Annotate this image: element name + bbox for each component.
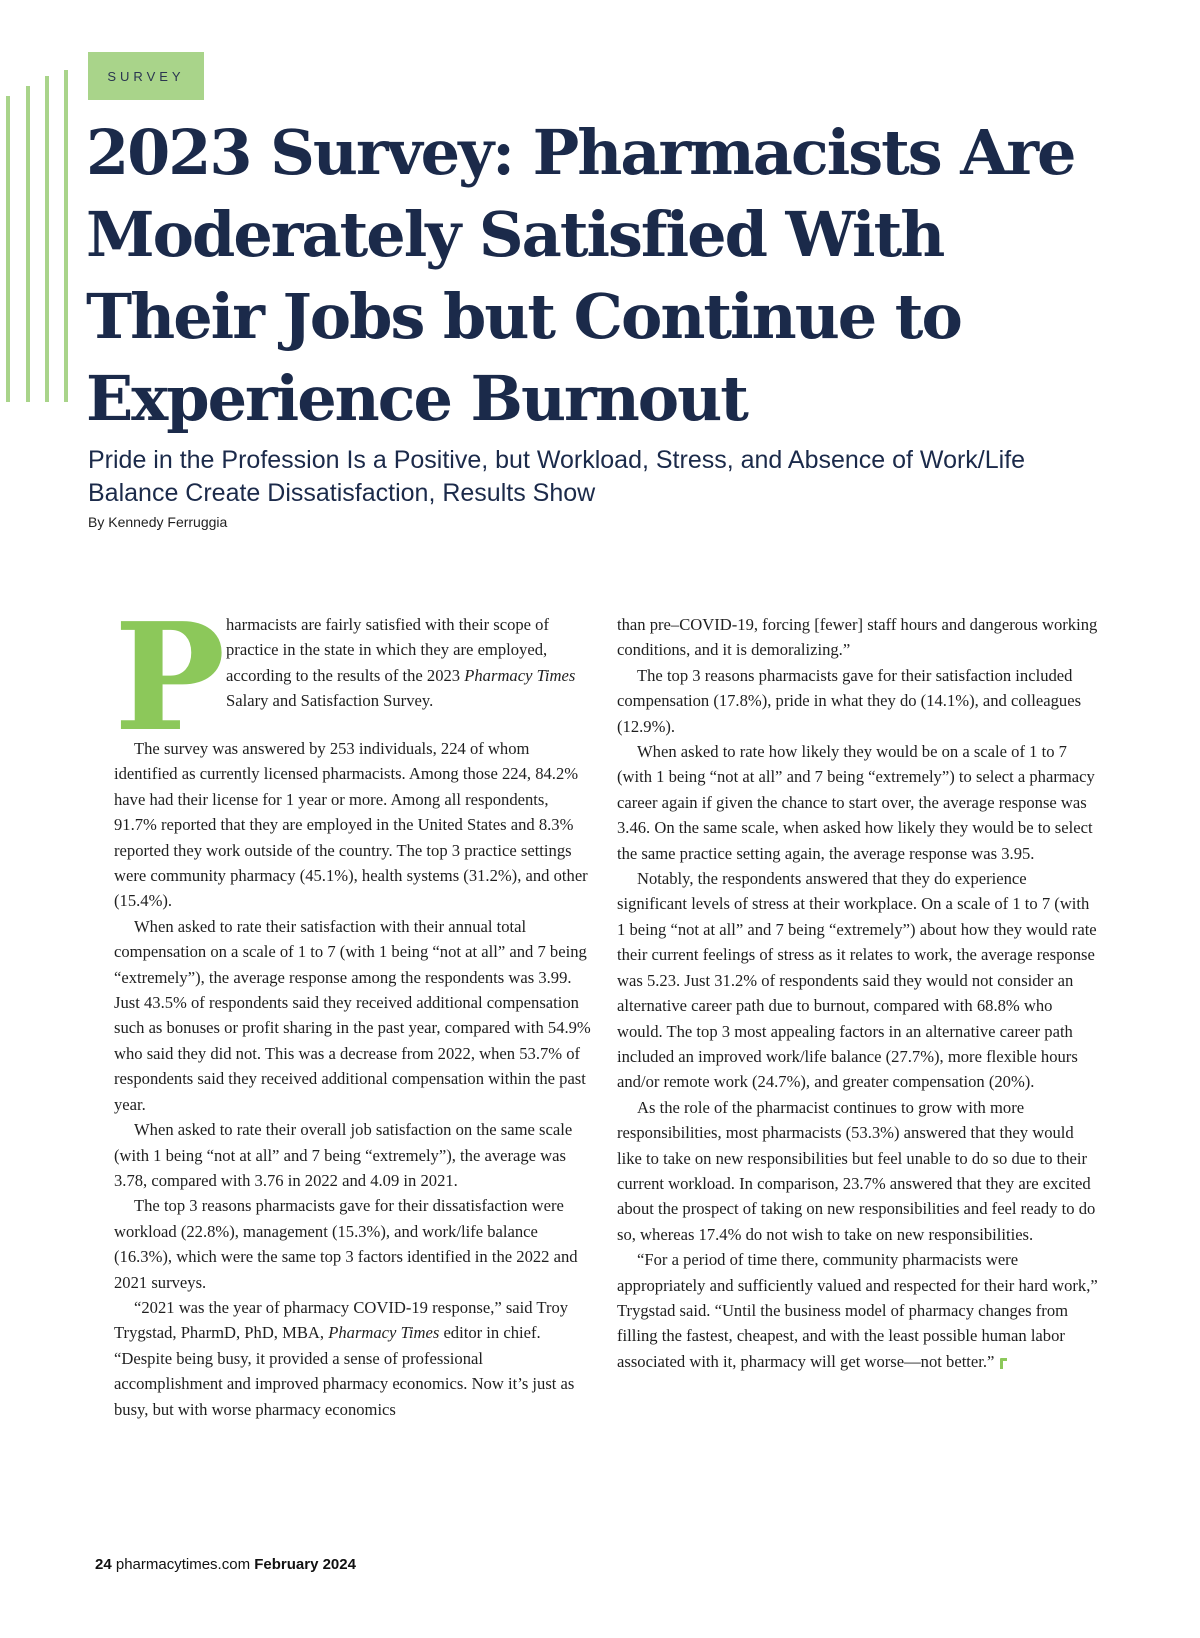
paragraph: “For a period of time there, community pharmacists were appropriately and sufficiently valued and respected for their hard work,” Trygstad said. “Until the business model of pharmacy changes from filling the fastest, cheapest, and with the least possible human labor associated with it, pharmacy will get worse—not better.”: [617, 1250, 1098, 1371]
section-kicker: SURVEY: [88, 52, 204, 100]
paragraph: When asked to rate their overall job satisfaction on the same scale (with 1 being “not at all” and 7 being “extremely”), the average was 3.78, compared with 3.76 in 2022 and 4.09 in 2021.: [114, 1120, 573, 1190]
paragraph: When asked to rate their satisfaction with their annual total compensation on a scale of 1 to 7 (with 1 being “not at all” and 7 being “extremely”), the average response among the respondents was 3.99. Just 43.5% of respondents said they received additional compensation such as bonuses or profit sharing in the past year, compared with 54.9% who said they did not. This was a decrease from 2022, when 53.7% of respondents said they received additional compensation within the past year.: [114, 916, 591, 1114]
decorative-stripe: [64, 70, 68, 402]
paragraph: As the role of the pharmacist continues to grow with more responsibilities, most pharmacists (53.3%) answered that they would like to take on new responsibilities but feel unable to do so due to their current workload. In comparison, 23.7% answered that they are excited about the prospect of taking on new responsibilities and feel ready to do so, whereas 17.4% do not wish to take on new responsibilities.: [617, 1097, 1096, 1244]
paragraph: harmacists are fairly satisfied with their scope of practice in the state in which they are employed, according to the results of the 2023 Pharmacy Times Salary and Satisfaction Survey.: [226, 615, 576, 711]
decorative-stripe: [45, 76, 49, 402]
page-footer: [95, 1556, 356, 1573]
body-column-left: [114, 590, 594, 1422]
paragraph: The top 3 reasons pharmacists gave for their dissatisfaction were workload (22.8%), management (15.3%), and work/life balance (16.3%), which were the same top 3 factors identified in the 2022 and 2021 surveys.: [114, 1196, 578, 1292]
body-column-right: [617, 612, 1099, 1374]
article-subtitle: Pride in the Profession Is a Positive, but Workload, Stress, and Absence of Work/Life Balance Create Dissatisfaction, Results Show: [88, 446, 1026, 507]
paragraph: “2021 was the year of pharmacy COVID-19 response,” said Troy Trygstad, PharmD, PhD, MBA, Pharmacy Times editor in chief. “Despite being busy, it provided a sense of professional accomplishment and improved pharmacy economics. Now it’s just as busy, but with worse pharmacy economics: [114, 1297, 575, 1419]
drop-cap: P: [114, 590, 226, 764]
decorative-stripe: [26, 86, 30, 402]
paragraph: The top 3 reasons pharmacists gave for their satisfaction included compensation (17.8%), pride in what they do (14.1%), and colleagues (12.9%).: [617, 665, 1082, 736]
byline: By Kennedy Ferruggia: [88, 514, 228, 530]
paragraph: The survey was answered by 253 individuals, 224 of whom identified as currently licensed pharmacists. Among those 224, 84.2% have had their license for 1 year or more. Among all respondents, 91.7% reported that they are employed in the United States and 8.3% reported they work outside of the country. The top 3 practice settings were community pharmacy (45.1%), health systems (31.2%), and other (15.4%).: [114, 739, 588, 911]
paragraph: When asked to rate how likely they would be on a scale of 1 to 7 (with 1 being “not at all” and 7 being “extremely”) to select a pharmacy career again if given the chance to start over, the average response was 3.46. On the same scale, when asked how likely they would be to select the same practice setting again, the average response was 3.95.: [617, 742, 1095, 863]
page-number: 24: [95, 1556, 112, 1573]
paragraph: Notably, the respondents answered that they do experience significant levels of stress at their workplace. On a scale of 1 to 7 (with 1 being “not at all” and 7 being “extremely”) about how they would rate their current feelings of stress as it relates to work, the average response was 5.23. Just 31.2% of respondents said they would not consider an alternative career path due to burnout, compared with 68.8% who would. The top 3 most appealing factors in an alternative career path included an improved work/life balance (27.7%), more flexible hours and/or remote work (24.7%), and greater compensation (20%).: [617, 869, 1097, 1092]
footer-issue: February 2024: [254, 1556, 356, 1573]
decorative-stripe: [6, 96, 10, 402]
article-title: 2023 Survey: Pharmacists Are Moderately Satisfied With Their Jobs but Continue to Experience Burnout: [86, 116, 1075, 435]
footer-site: pharmacytimes.com: [115, 1556, 251, 1573]
end-of-article-icon: [999, 1357, 1008, 1369]
paragraph: than pre–COVID-19, forcing [fewer] staff hours and dangerous working conditions, and it is demoralizing.”: [617, 615, 1098, 660]
